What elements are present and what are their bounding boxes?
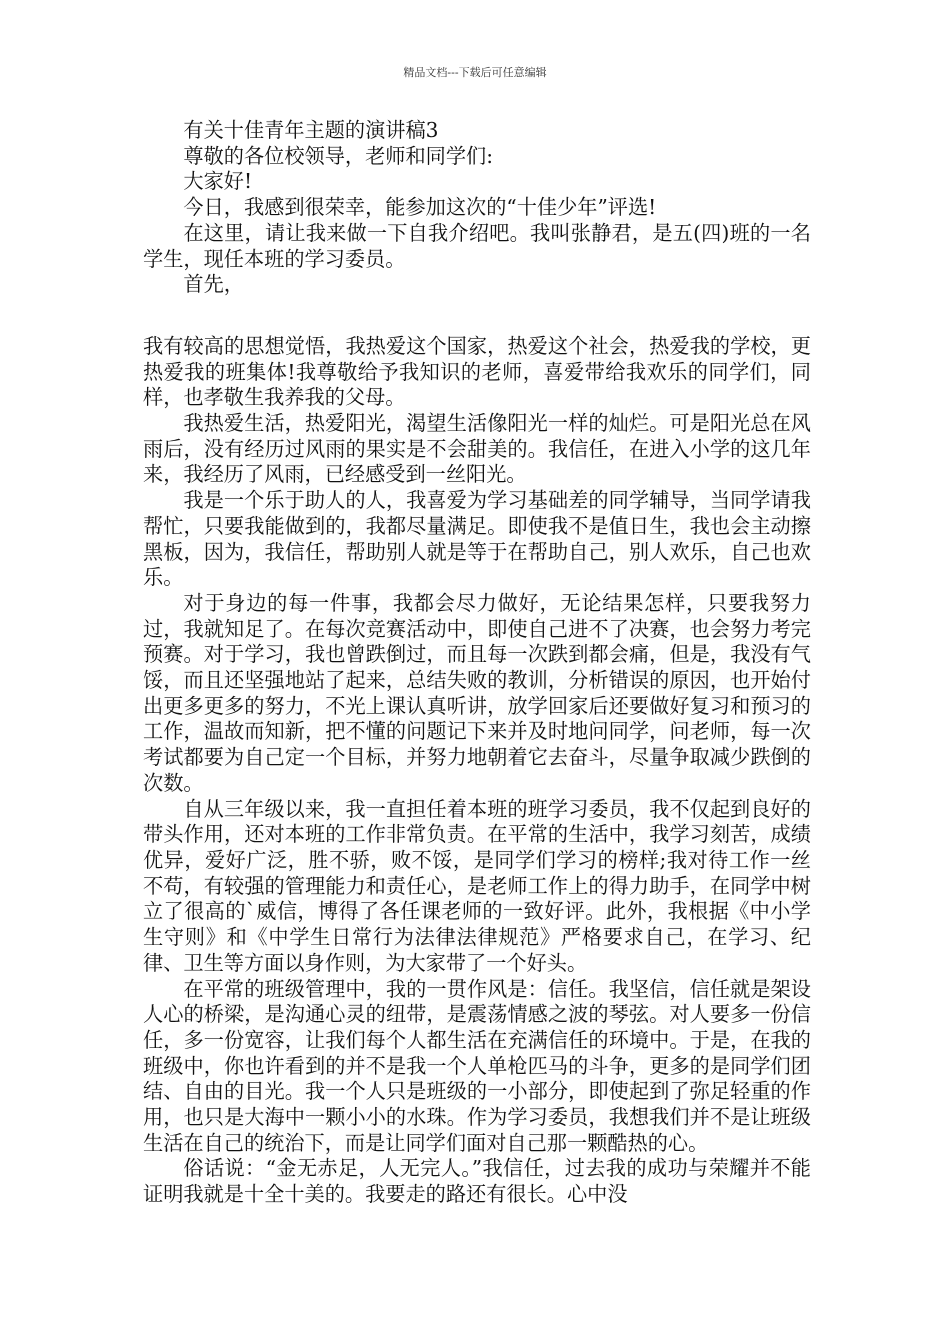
salutation: 尊敬的各位校领导，老师和同学们:: [183, 143, 494, 168]
paragraph-7: 对于身边的每一件事，我都会尽力做好，无论结果怎样，只要我努力过，我就知足了。在每次竞赛活动中，即使自己进不了决赛，也会努力考完预赛。对于学习，我也曾跌倒过，而且每一次跌到都会痛，但是，我没有气馁，而且还坚强地站了起来，总结失败的教训，分析错误的原因，也开始付出更多更多的努力，不光上课认真听讲，放学回家后还要做好复习和预习的工作，温故而知新，把不懂的问题记下来并及时地问同学，问老师，每一次考试都要为自己定一个目标，并努力地朝着它去奋斗，尽量争取减少跌倒的次数。: [143, 590, 811, 795]
paragraph-10: 俗话说：“金无赤足，人无完人。”我信任，过去我的成功与荣耀并不能证明我就是十全十美的。我要走的路还有很长。心中没: [143, 1156, 811, 1207]
document-title: 有关十佳青年主题的演讲稿3: [183, 118, 439, 142]
paragraph-9: 在平常的班级管理中，我的一贯作风是：信任。我坚信，信任就是架设人心的桥梁，是沟通心灵的纽带，是震荡情感之波的琴弦。对人要多一份信任，多一份宽容，让我们每个人都生活在充满信任的环境中。于是，在我的班级中，你也许看到的并不是我一个人单枪匹马的斗争，更多的是同学们团结、自由的目光。我一个人只是班级的一小部分，即使起到了弥足轻重的作用，也只是大海中一颗小小的水珠。作为学习委员，我想我们并不是让班级生活在自己的统治下，而是让同学们面对自己那一颗酷热的心。: [143, 976, 811, 1155]
paragraph-1: 今日，我感到很荣幸，能参加这次的“十佳少年”评选!: [183, 195, 657, 220]
paragraph-gap: [143, 298, 811, 334]
page-header: 精品文档---下载后可任意编辑: [403, 66, 547, 79]
speech-document: [143, 118, 811, 1208]
paragraph-8: 自从三年级以来，我一直担任着本班的班学习委员，我不仅起到良好的带头作用，还对本班的工作非常负责。在平常的生活中，我学习刻苦，成绩优异，爱好广泛，胜不骄，败不馁，是同学们学习的榜样;我对待工作一丝不苟，有较强的管理能力和责任心，是老师工作上的得力助手，在同学中树立了很高的`威信，博得了各任课老师的一致好评。此外，我根据《中小学生守则》和《中学生日常行为法律法律规范》严格要求自己，在学习、纪律、卫生等方面以身作则，为大家带了一个好头。: [143, 796, 811, 975]
paragraph-6: 我是一个乐于助人的人，我喜爱为学习基础差的同学辅导，当同学请我帮忙，只要我能做到的，我都尽量满足。即使我不是值日生，我也会主动擦黑板，因为，我信任，帮助别人就是等于在帮助自己，别人欢乐，自己也欢乐。: [143, 488, 811, 590]
greeting: 大家好!: [183, 169, 253, 194]
paragraph-3: 首先，: [183, 272, 244, 297]
paragraph-2: 在这里，请让我来做一下自我介绍吧。我叫张静君，是五(四)班的一名学生，现任本班的学习委员。: [143, 220, 811, 271]
paragraph-5: 我热爱生活，热爱阳光，渴望生活像阳光一样的灿烂。可是阳光总在风雨后，没有经历过风雨的果实是不会甜美的。我信任，在进入小学的这几年来，我经历了风雨，已经感受到一丝阳光。: [143, 411, 811, 487]
paragraph-4: 我有较高的思想觉悟，我热爱这个国家，热爱这个社会，热爱我的学校，更热爱我的班集体!我尊敬给予我知识的老师，喜爱带给我欢乐的同学们，同样，也孝敬生我养我的父母。: [143, 333, 811, 410]
